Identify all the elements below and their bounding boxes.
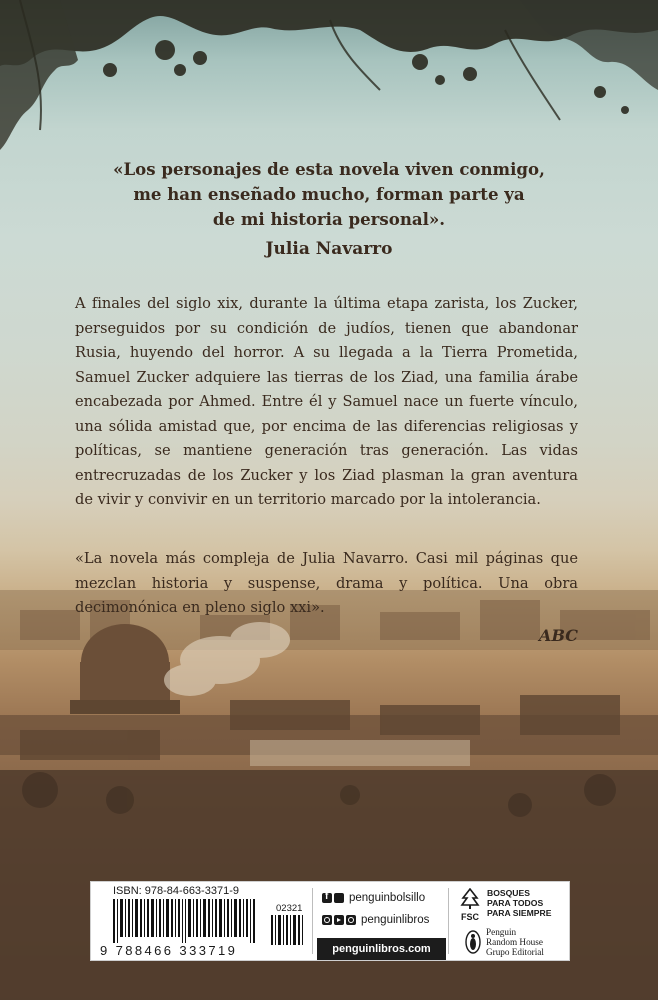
quote-line: «Los personajes de esta novela viven conmigo,	[113, 159, 545, 179]
barcode-digits: 9 788466 333719	[100, 943, 238, 958]
bosques-line: PARA SIEMPRE	[487, 908, 552, 918]
pinterest-icon	[346, 915, 356, 925]
publisher-line: Grupo Editorial	[486, 947, 544, 957]
social-row	[322, 892, 425, 904]
divider	[312, 888, 313, 954]
penguin-logo-icon	[465, 930, 481, 954]
barcode-panel	[91, 882, 309, 960]
publisher-logo	[486, 927, 544, 957]
social-handle[interactable]: penguinlibros	[361, 914, 430, 926]
fsc-label: FSC	[461, 912, 479, 922]
review-source: ABC	[539, 626, 578, 645]
instagram-icon	[322, 915, 332, 925]
bosques-line: PARA TODOS	[487, 898, 544, 908]
quote-author: Julia Navarro	[265, 239, 393, 259]
quote-line: de mi historia personal».	[212, 209, 446, 229]
logos-panel	[453, 882, 569, 960]
synopsis: A finales del siglo xix, durante la última etapa zarista, los Zucker, perseguidos por su condición de judíos, tienen que abandonar Rusia, huyendo del horror. A su llegada a la Tierra Prometida, Samuel Zucker adquiere las tierras de los Ziad, una familia árabe encabezada por Ahmed. Entre él y Samuel nace un fuerte vínculo, una sólida amistad que, por encima de las diferencias religiosas y políticas, se mantiene generación tras generación. Las vidas entrecruzadas de los Zucker y los Ziad plasman la gran aventura de vivir y convivir en un territorio marcado por la intolerancia.	[75, 295, 578, 508]
review-quote: «La novela más compleja de Julia Navarro. Casi mil páginas que mezclan historia y suspense, drama y política. Una obra decimonónica en pleno siglo xxi».	[75, 550, 578, 616]
divider	[448, 888, 449, 954]
bosques-line: BOSQUES	[487, 888, 530, 898]
isbn-label: ISBN: 978-84-663-3371-9	[113, 885, 239, 897]
price-code: 02321	[276, 903, 303, 914]
addon-barcode-icon	[271, 915, 305, 945]
publisher-line: Penguin	[486, 927, 517, 937]
quote-line: me han enseñado mucho, forman parte ya	[133, 184, 525, 204]
youtube-icon	[334, 915, 344, 925]
website-link[interactable]: penguinlibros.com	[317, 938, 446, 960]
social-row	[322, 914, 429, 926]
social-panel	[317, 882, 446, 960]
social-handle[interactable]: penguinbolsillo	[349, 892, 426, 904]
publisher-line: Random House	[486, 937, 543, 947]
facebook-icon	[322, 893, 332, 903]
fsc-tree-icon	[459, 888, 481, 910]
quote-top	[60, 157, 598, 232]
twitter-icon	[334, 893, 344, 903]
info-bar	[90, 881, 570, 961]
bosques-logo	[487, 888, 551, 918]
barcode-icon	[113, 899, 263, 943]
